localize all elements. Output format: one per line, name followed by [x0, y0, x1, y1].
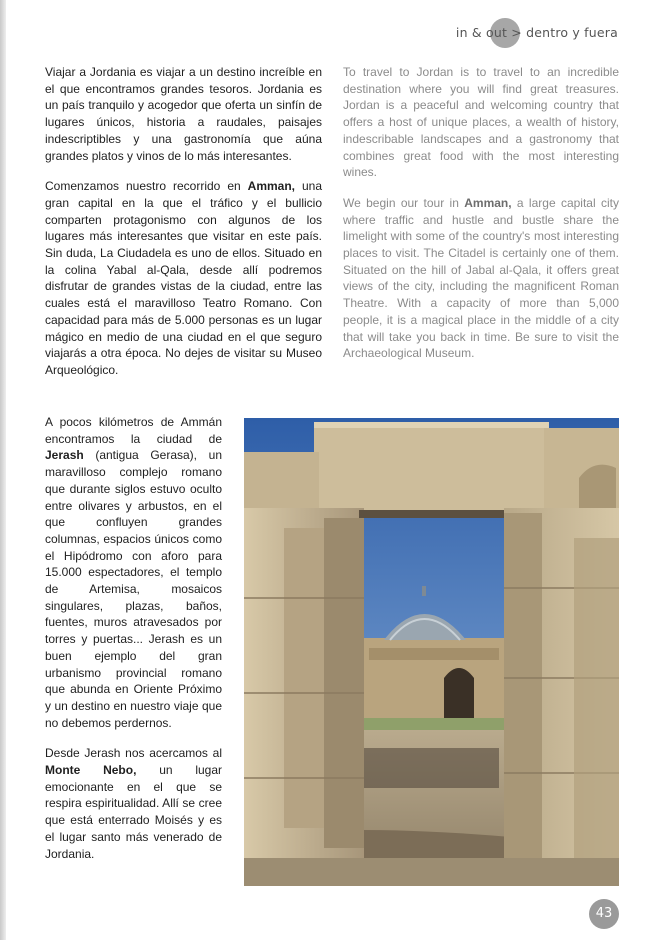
spanish-paragraph-amman — [45, 178, 322, 378]
page-number: 43 — [589, 899, 619, 929]
spanish-column — [45, 64, 322, 393]
text-run: A pocos kilómetros de Ammán encontramos la ciudad de — [45, 415, 222, 446]
page-edge-shading — [0, 0, 6, 940]
place-name-amman-en: Amman, — [464, 195, 512, 210]
text-run: Comenzamos nuestro recorrido en — [45, 179, 248, 194]
spanish-paragraph-jerash — [45, 414, 222, 731]
text-run: We begin our tour in — [343, 195, 465, 210]
text-run: una gran capital en la que el tráfico y el bullicio comparten protagonismo con algunos de los lugares más interesantes que visitar en este país. Sin duda, La Ciudadela es uno de ellos. Situado en la colina Yabal al-Qala, desde allí podremos disfrutar de grandes vistas de la ciudad, entre las cuales está el maravilloso Teatro Romano. Con capacidad para más de 5.000 personas es un lugar mágico en medio de una ciudad en el que seguro viajarás a otra época. No dejes de visitar su Museo Arqueológico. — [45, 179, 322, 377]
text-run: a large capital city where traffic and hustle and bustle share the limelight with some of the country's most interesting places to visit. The Citadel is certainly one of them. Situated on the hill of Jabal al-Qala, it offers great views of the city, including the magnificent Roman Theatre. With a capacity of more than 5,000 people, it is a magical place in the middle of a city that will take you back in time. Be sure to visit the Archaeological Museum. — [343, 195, 619, 361]
text-run: un lugar emocionante en el que se respira espiritualidad. Allí se cree que está enterrado Moisés y es el lugar santo más venerado de Jordania. — [45, 763, 223, 861]
section-title: in & out > dentro y fuera — [455, 25, 618, 40]
spanish-paragraph-nebo — [45, 745, 222, 862]
stone-doorway-photo — [244, 418, 619, 886]
text-run: Desde Jerash nos acercamos al — [45, 746, 222, 761]
english-paragraph-intro: To travel to Jordan is to travel to an incredible destination where you will find great treasures. Jordan is a peaceful and welcoming country that offers a host of unique places, a wealth of history, indescribable landscapes and a gastronomy that combines great food with the most interesting wines. — [343, 65, 619, 180]
english-paragraph-amman — [343, 195, 619, 362]
spanish-paragraph-intro: Viajar a Jordania es viajar a un destino increíble en el que encontramos grandes tesoros. Jordania es un país tranquilo y acogedor que oferta un sinfín de lugares únicos, historia a raudales, paisajes indescriptibles y una gastronomía que aúna grandes platos y vinos de lo más interesantes. — [45, 65, 322, 163]
spanish-narrow-column — [45, 414, 222, 876]
place-name-amman: Amman, — [247, 179, 295, 194]
text-run: (antigua Gerasa), un maravilloso complejo romano que durante siglos estuvo oculto entre olivares y arbustos, en el que confluyen grandes columnas, espacios únicos como el Hipódromo con aforo para 15.000 espectadores, el templo de Artemisa, mosaicos singulares, plazas, baños, fuentes, muros atravesados por torres y puertas... Jerash es un buen ejemplo del gran urbanismo provincial romano que abunda en Oriente Próximo y un destino en nuestro viaje que no debemos perdernos. — [45, 448, 222, 730]
photo-illustration — [244, 418, 619, 886]
english-column — [343, 64, 619, 376]
place-name-monte-nebo: Monte Nebo, — [45, 763, 137, 778]
section-header — [456, 22, 618, 44]
place-name-jerash: Jerash — [45, 448, 84, 463]
